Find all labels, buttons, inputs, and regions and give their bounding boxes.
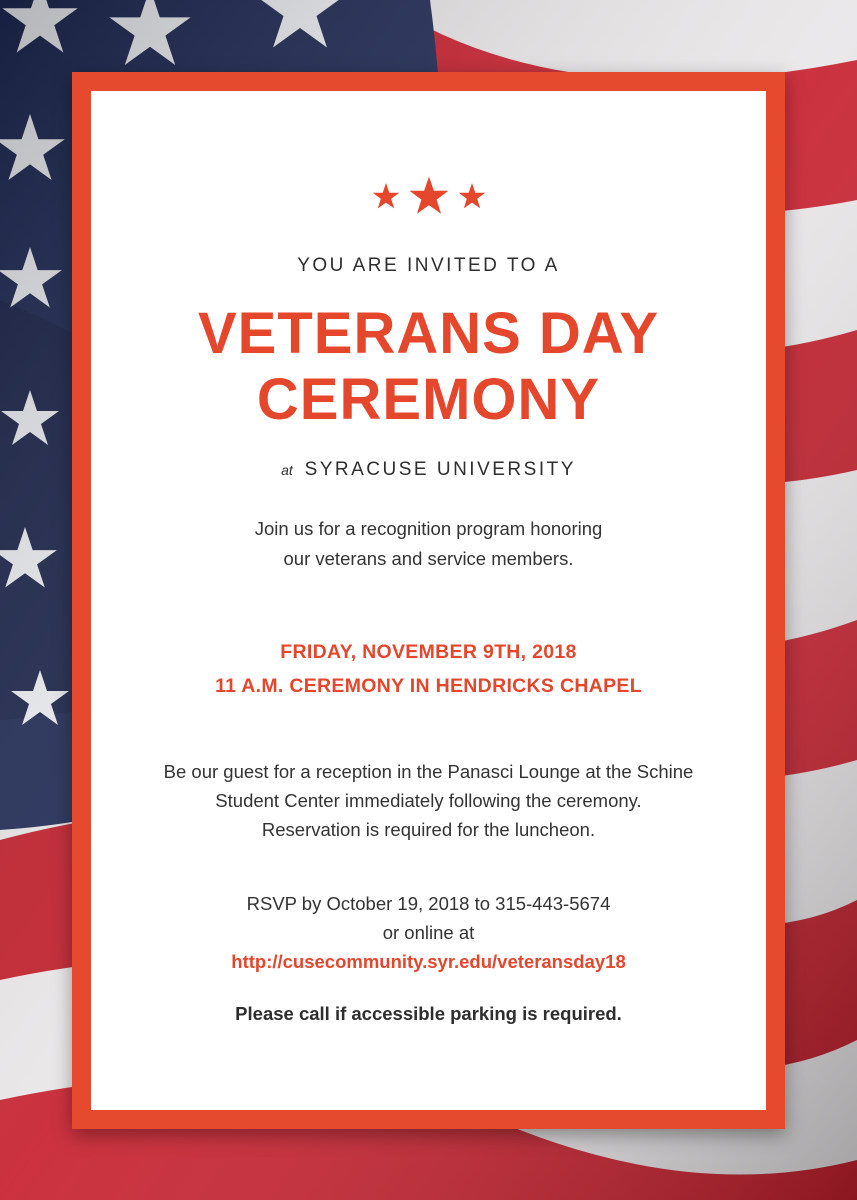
parking-note: Please call if accessible parking is required. <box>235 1003 622 1024</box>
stars-decoration <box>91 175 766 219</box>
event-host <box>91 459 766 481</box>
event-schedule <box>91 635 766 703</box>
event-intro-line-1: Join us for a recognition program honoring <box>254 518 603 539</box>
invitation-content <box>91 91 766 1110</box>
invitation-kicker: YOU ARE INVITED TO A <box>297 255 560 276</box>
event-host-prefix: at <box>281 462 293 478</box>
invitation-card <box>72 72 785 1129</box>
event-intro-line-2: our veterans and service members. <box>283 548 574 569</box>
star-icon <box>457 182 487 212</box>
rsvp-line-2: or online at <box>382 922 475 943</box>
event-intro <box>131 514 726 574</box>
rsvp-line-1: RSVP by October 19, 2018 to 315-443-5674 <box>246 893 611 914</box>
rsvp-details <box>111 889 746 947</box>
reception-line-1: Be our guest for a reception in the Panasci Lounge at the Schine <box>163 761 694 782</box>
event-title-line-1: VETERANS DAY <box>197 301 660 366</box>
event-title <box>91 301 766 433</box>
event-date: FRIDAY, NOVEMBER 9TH, 2018 <box>280 641 577 663</box>
reception-line-2: Student Center immediately following the ceremony. <box>215 790 642 811</box>
star-icon <box>407 175 451 219</box>
event-title-line-2: CEREMONY <box>256 367 601 432</box>
event-host-name: SYRACUSE UNIVERSITY <box>304 459 576 480</box>
rsvp-link[interactable]: http://cusecommunity.syr.edu/veteransday18 <box>231 951 626 972</box>
reception-details <box>111 757 746 844</box>
reception-line-3: Reservation is required for the luncheon. <box>261 819 596 840</box>
star-icon <box>371 182 401 212</box>
event-time-place: 11 A.M. CEREMONY IN HENDRICKS CHAPEL <box>215 675 642 697</box>
